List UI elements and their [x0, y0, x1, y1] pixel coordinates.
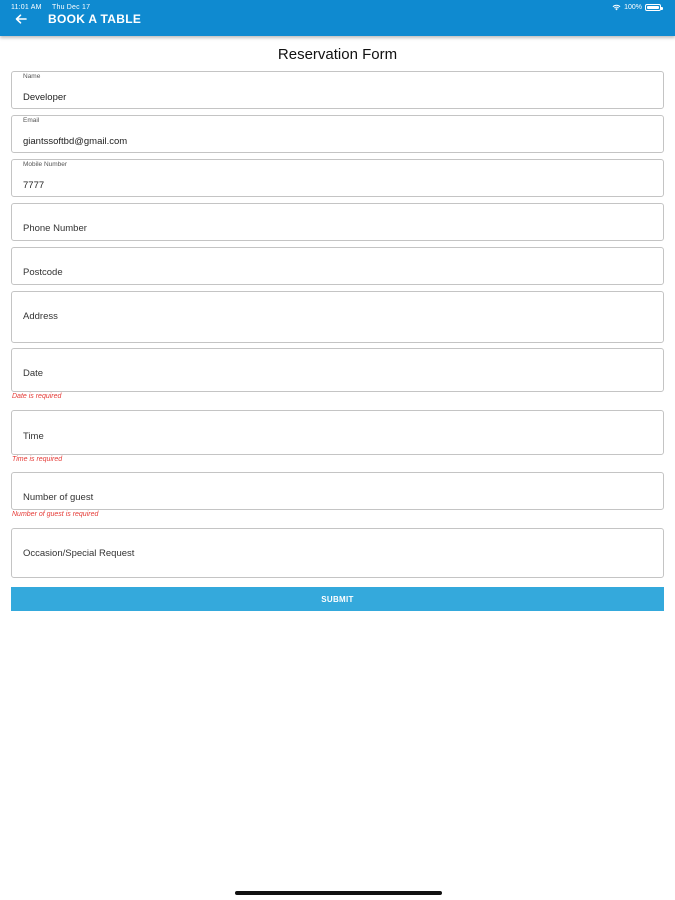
name-label: Name — [23, 73, 41, 80]
mobile-number-value: 7777 — [23, 180, 45, 191]
mobile-number-label: Mobile Number — [23, 161, 68, 168]
form-title: Reservation Form — [277, 46, 398, 63]
home-indicator — [235, 891, 442, 895]
back-button[interactable] — [12, 11, 30, 27]
name-value: Developer — [23, 92, 67, 103]
time-placeholder: Time — [23, 431, 44, 442]
number-of-guest-error: Number of guest is required — [12, 511, 99, 518]
phone-number-field[interactable] — [11, 203, 664, 241]
email-value: giantssoftbd@gmail.com — [23, 136, 128, 147]
phone-number-placeholder: Phone Number — [23, 223, 87, 234]
number-of-guest-placeholder: Number of guest — [23, 492, 94, 503]
battery-icon — [645, 4, 661, 11]
mobile-number-field[interactable] — [11, 159, 664, 197]
status-date: Thu Dec 17 — [52, 4, 91, 11]
app-bar — [0, 0, 675, 36]
address-field[interactable] — [11, 291, 664, 343]
postcode-placeholder: Postcode — [23, 267, 63, 278]
occasion-placeholder: Occasion/Special Request — [23, 548, 135, 559]
wifi-icon — [612, 3, 621, 11]
email-label: Email — [23, 117, 40, 124]
address-placeholder: Address — [23, 311, 58, 322]
status-time: 11:01 AM — [11, 4, 42, 11]
submit-button[interactable]: SUBMIT — [11, 587, 664, 611]
time-field[interactable] — [11, 410, 664, 455]
date-field[interactable] — [11, 348, 664, 392]
postcode-field[interactable] — [11, 247, 664, 285]
name-field[interactable] — [11, 71, 664, 109]
date-placeholder: Date — [23, 368, 44, 379]
page-title: BOOK A TABLE — [48, 12, 142, 26]
number-of-guest-field[interactable] — [11, 472, 664, 510]
date-error: Date is required — [12, 393, 62, 400]
status-indicators — [612, 3, 661, 11]
email-field[interactable] — [11, 115, 664, 153]
time-error: Time is required — [12, 456, 63, 463]
occasion-field[interactable] — [11, 528, 664, 578]
battery-percent: 100% — [624, 3, 642, 11]
arrow-left-icon — [15, 14, 27, 24]
